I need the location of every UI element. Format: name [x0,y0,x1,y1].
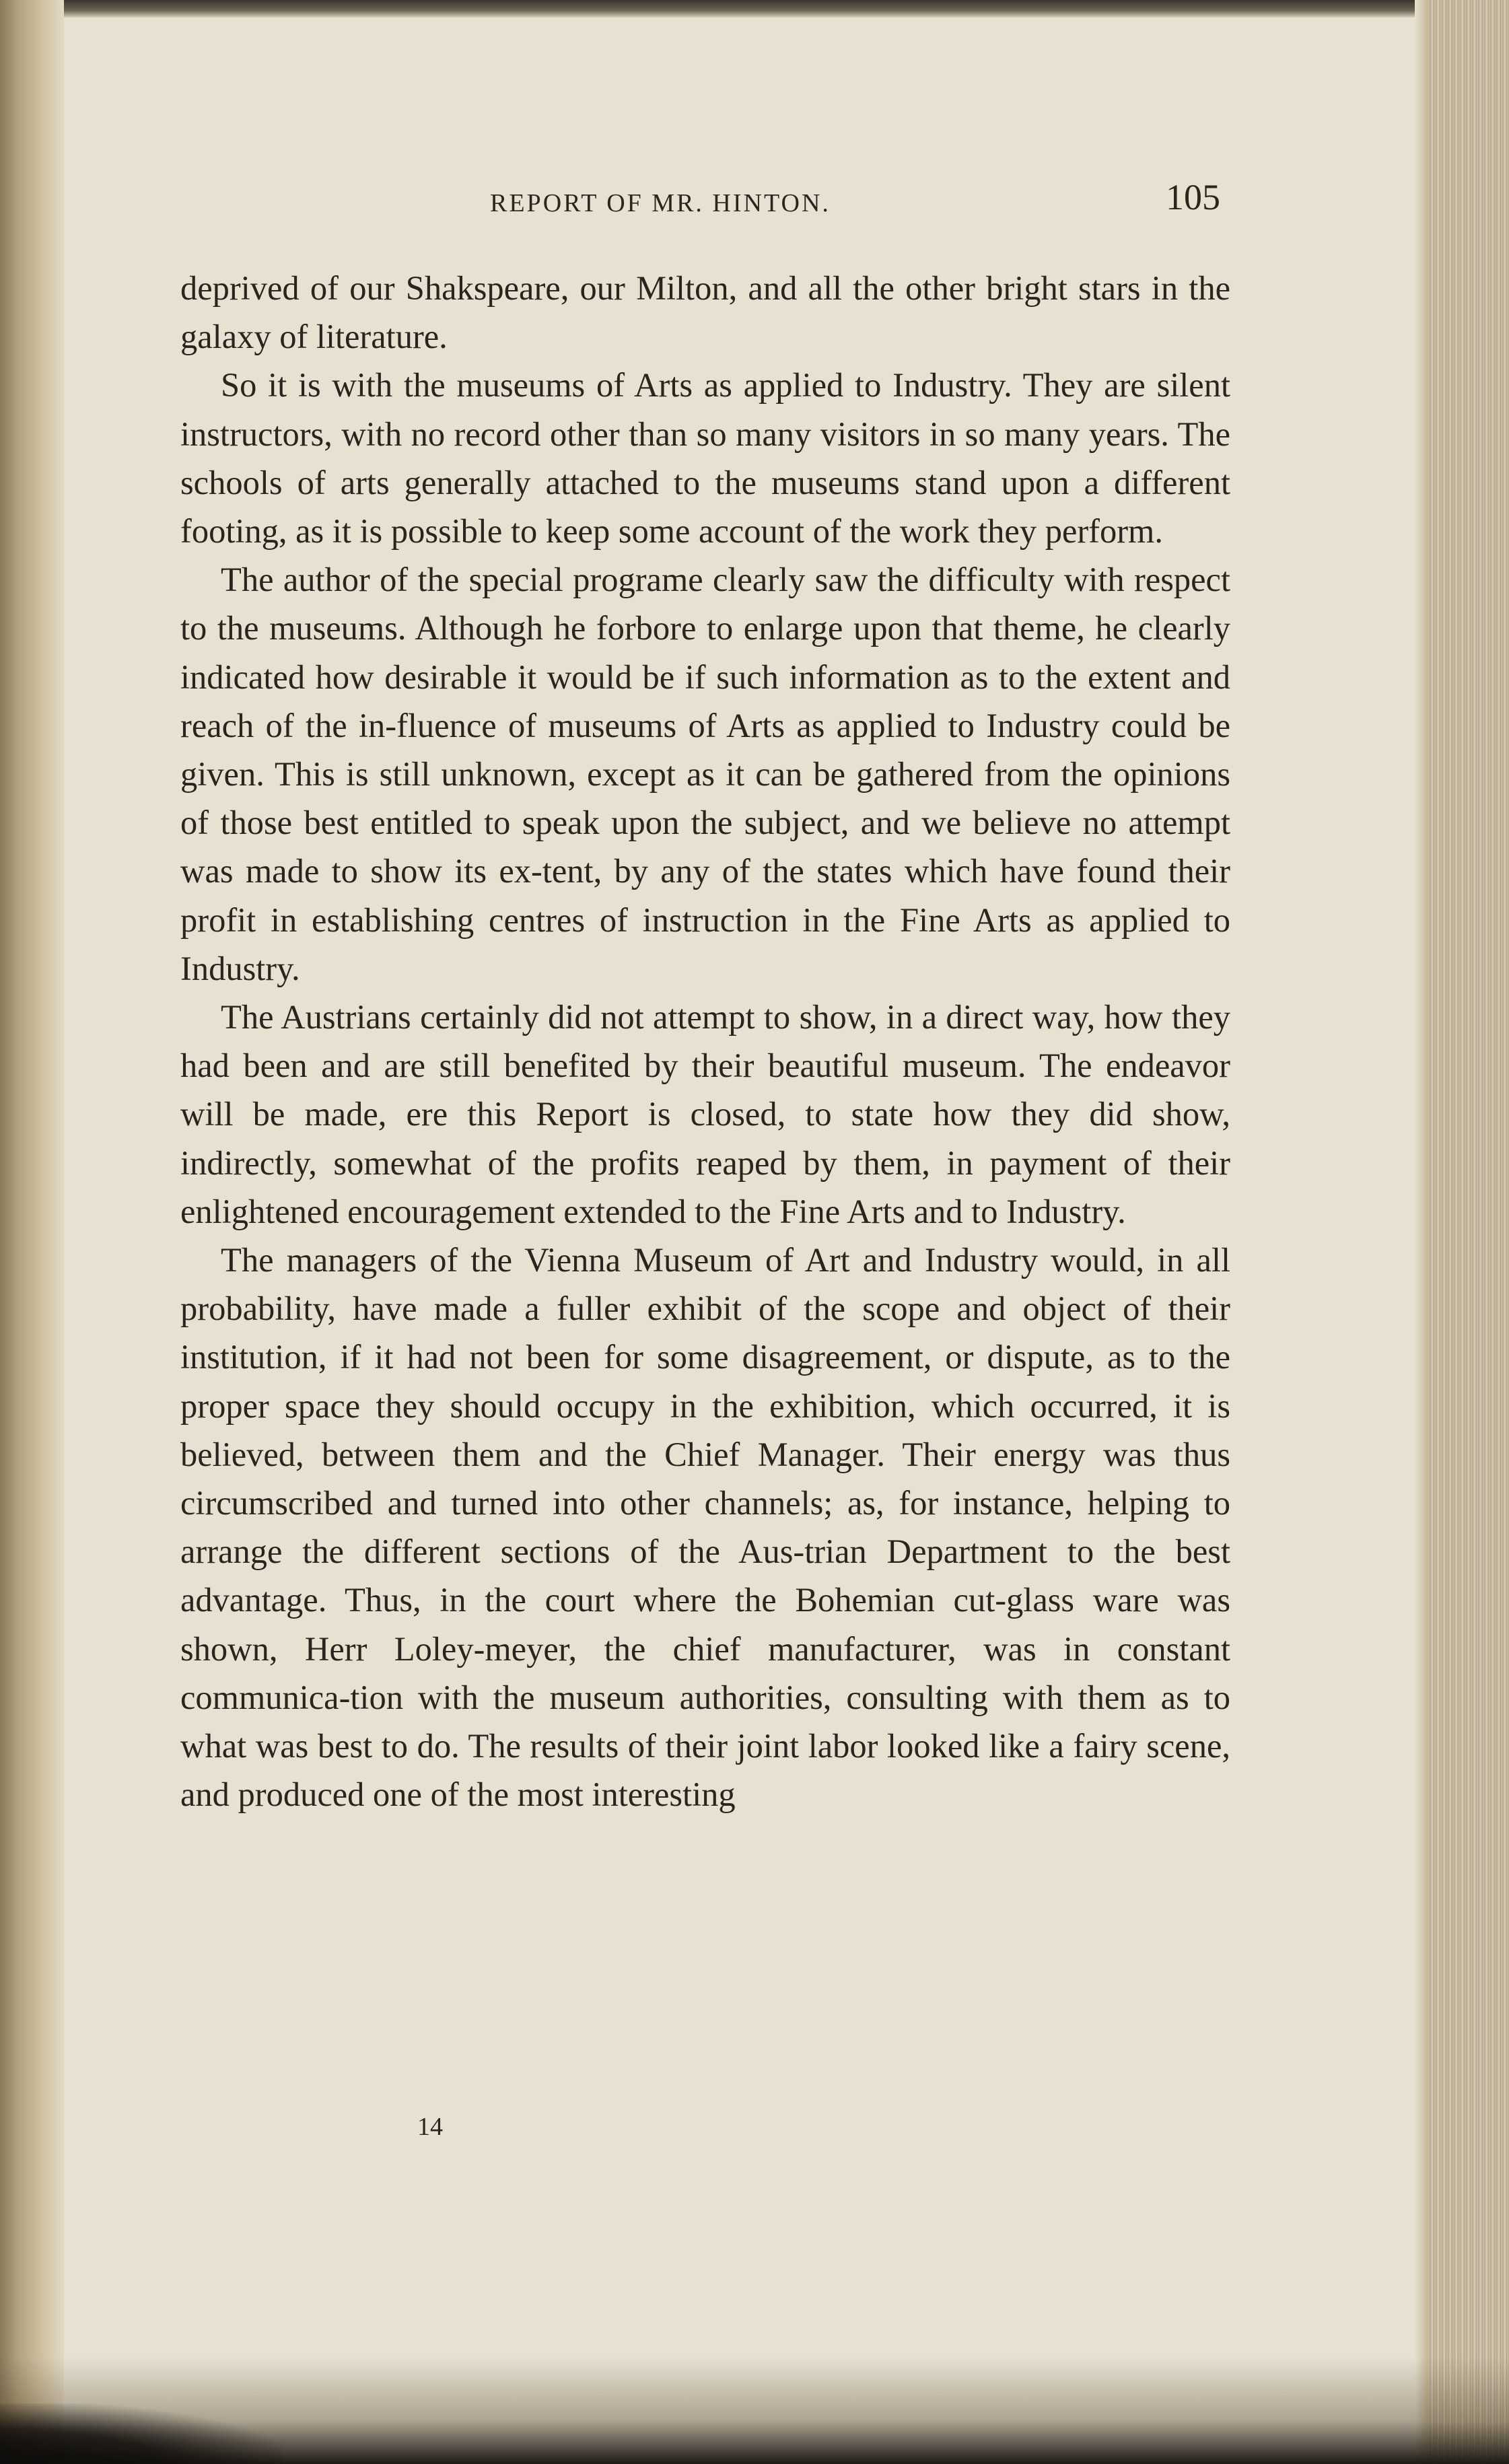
page-header [180,176,1220,230]
signature-mark: 14 [417,2113,443,2141]
page-number: 105 [1166,177,1220,217]
paragraph-continued: deprived of our Shakspeare, our Milton, and all the other bright stars in the galaxy of literature. [180,269,1230,356]
running-head: REPORT OF MR. HINTON. [490,189,831,217]
body-text [180,264,1230,1819]
paragraph-special-programe: The author of the special programe clearly saw the difficulty with respect to the museums. Although he forbore to enlarge upon that theme, he clearly indicated how desirable it would be if such information as to the extent and reach of the in-fluence of museums of Arts as applied to Industry could be given. This is still unknown, except as it can be gathered from the opinions of those best entitled to speak upon the subject, and we believe no attempt was made to show its ex-tent, by any of the states which have found their profit in establishing centres of instruction in the Fine Arts as applied to Industry. [180,561,1230,987]
paragraph-austrians: The Austrians certainly did not attempt to show, in a direct way, how they had been and are still benefited by their beautiful museum. The endeavor will be made, ere this Report is closed, to state how they did show, indirectly, somewhat of the profits reaped by them, in payment of their enlightened encouragement extended to the Fine Arts and to Industry. [180,998,1230,1230]
paragraph-vienna-museum: The managers of the Vienna Museum of Art and Industry would, in all probability, have made a fuller exhibit of the scope and object of their institution, if it had not been for some disagreement, or dispute, as to the proper space they should occupy in the exhibition, which occurred, it is believed, between them and the Chief Manager. Their energy was thus circumscribed and turned into other channels; as, for instance, helping to arrange the different sections of the Aus-trian Department to the best advantage. Thus, in the court where the Bohemian cut-glass ware was shown, Herr Loley-meyer, the chief manufacturer, was in constant communica-tion with the museum authorities, consulting with them as to what was best to do. The results of their joint labor looked like a fairy scene, and produced one of the most interesting [180,1241,1230,1814]
paragraph-museums-silent-instructors: So it is with the museums of Arts as applied to Industry. They are silent instructors, with no record other than so many visitors in so many years. The schools of arts generally attached to the museums stand upon a different footing, as it is possible to keep some account of the work they perform. [180,366,1230,551]
page-bottom-shadow [0,2356,1509,2464]
page-fore-edge [1428,0,1509,2464]
page-left-edge [0,0,64,2464]
page-top-edge [0,0,1509,17]
